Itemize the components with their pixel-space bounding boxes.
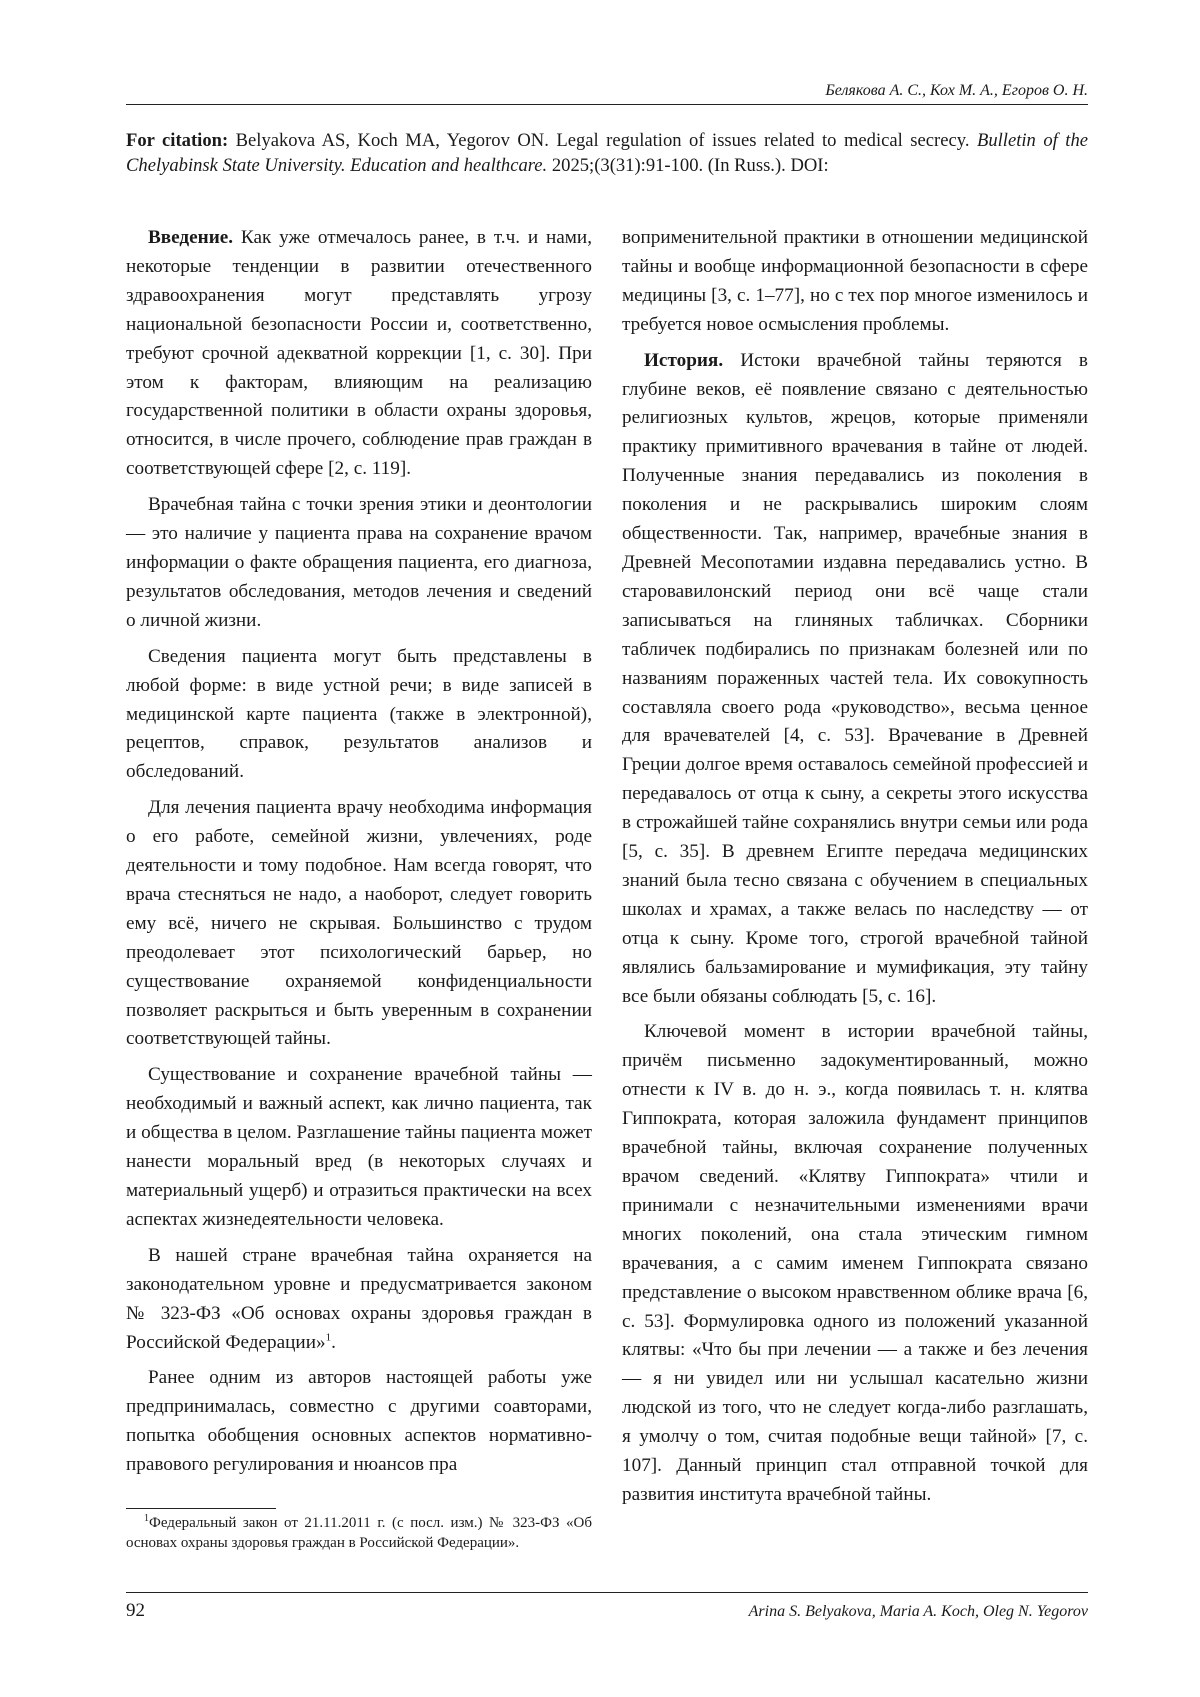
section-heading-history: История.: [644, 349, 724, 371]
footer-rule: [126, 1592, 1088, 1593]
citation-label: For citation:: [126, 130, 229, 151]
paragraph-text: Истоки врачебной тайны теряются в глубине веков, её появление связано с деятельностью религиозных культов, жрецов, которые применяли практику примитивного врачевания в тайне от людей. Полученные знания передавались из поколения в поколения и не раскрывались широким слоям общественности. Так, например, врачебные знания в Древней Месопотамии издавна передавались устно. В старовавилонский период они всё чаще стали записываться на глиняных табличках. Сборники табличек подбирались по признакам болезней или по названиям пораженных частей тела. Их совокупность составляла своего рода «руководство», весьма ценное для врачевателей [4, с. 53]. Врачевание в Древней Греции долгое время оставалось семейной профессией и передавалось от отца к сыну, а секреты этого искусства в строжайшей тайне сохранялись внутри семьи или рода [5, с. 35]. В древнем Египте передача медицинских знаний была тесно связана с обучением в специальных школах и храмах, а также велась по наследству — от отца к сыну. Кроме того, строгой врачебной тайной являлись бальзамирование и мумификация, эту тайну все были обязаны соблюдать [5, с. 16].: [622, 349, 1088, 1007]
paragraph: Врачебная тайна с точки зрения этики и деонтологии — это наличие у пациента права на сохранение врачом информации о факте обращения пациента, его диагноза, результатов обследования, методов лечения и сведений о личной жизни.: [126, 494, 592, 631]
page-number: 92: [126, 1600, 145, 1621]
paragraph-history: [622, 347, 1088, 1012]
paragraph: [126, 1242, 592, 1358]
citation-details: 2025;(3(31):91-100. (In Russ.). DOI:: [547, 155, 829, 176]
footnote-rule: [126, 1508, 276, 1509]
footnote-marker: 1: [144, 1513, 149, 1524]
paragraph: воприменительной практики в отношении медицинской тайны и вообще информационной безопасности в сфере медицины [3, с. 1–77], но с тех пор многое изменилось и требуется новое осмысления проблемы.: [622, 227, 1088, 335]
footer-authors: Arina S. Belyakova, Maria A. Koch, Oleg N. Yegorov: [748, 1603, 1088, 1620]
citation-authors-title: Belyakova AS, Koch MA, Yegorov ON. Legal regulation of issues related to medical secrecy.: [228, 130, 977, 151]
footnote: [126, 1513, 592, 1553]
paragraph-text: .: [331, 1331, 336, 1353]
right-column: [622, 224, 1088, 1517]
running-head: Белякова А. С., Кох М. А., Егоров О. Н.: [825, 82, 1088, 99]
paragraph: Ключевой момент в истории врачебной тайны, причём письменно задокументированный, можно отнести к IV в. до н. э., когда появилась т. н. клятва Гиппократа, которая заложила фундамент принципов врачебной тайны, включая сохранение полученных врачом сведений. «Клятву Гиппократа» чтили и принимали с незначительными изменениями врачи многих поколений, она стала этическим гимном врачевания, а с самим именем Гиппократа связано представление о высоком нравственном облике врача [6, с. 53]. Формулировка одного из положений указанной клятвы: «Что бы при лечении — а также и без лечения — я ни увидел или ни услышал касательно жизни людской из того, что не следует когда-либо разглашать, я умолчу о том, считая подобные вещи тайной» [7, с. 107]. Данный принцип стал отправной точкой для развития института врачебной тайны.: [622, 1021, 1088, 1505]
header-rule: [126, 104, 1088, 105]
citation-block: [126, 128, 1088, 178]
left-column: [126, 224, 592, 1487]
paragraph-introduction: [126, 224, 592, 484]
footnote-text: [126, 1513, 592, 1553]
paragraph: Сведения пациента могут быть представлены в любой форме: в виде устной речи; в виде записей в медицинской карте пациента (также в электронной), рецептов, справок, результатов анализов и обследований.: [126, 645, 592, 783]
section-heading-introduction: Введение.: [148, 227, 234, 248]
citation-journal: Bulletin of the Chelyabinsk State University. Education and healthcare.: [126, 130, 1088, 176]
paragraph: Для лечения пациента врачу необходима информация о его работе, семейной жизни, увлечениях, роде деятельности и тому подобное. Нам всегда говорят, что врача стесняться не надо, а наоборот, следует говорить ему всё, ничего не скрывая. Большинство с трудом преодолевает этот психологический барьер, но существование охраняемой конфиденциальности позволяет раскрыться и быть уверенным в сохранении соответствующей тайны.: [126, 797, 592, 1050]
footnote-ref: 1: [325, 1331, 332, 1344]
paragraph-text: Как уже отмечалось ранее, в т.ч. и нами, некоторые тенденции в развитии отечественного здравоохранения могут представлять угрозу национальной безопасности России и, соответственно, требуют срочной адекватной коррекции [1, с. 30]. При этом к факторам, влияющим на реализацию государственной политики в области охраны здоровья, относится, в числе прочего, соблюдение прав граждан в соответствующей сфере [2, с. 119].: [126, 227, 592, 480]
paragraph: Существование и сохранение врачебной тайны — необходимый и важный аспект, как лично пациента, так и общества в целом. Разглашение тайны пациента может нанести моральный вред (в некоторых случаях и материальный ущерб) и отразиться практически на всех аспектах жизнедеятельности человека.: [126, 1064, 592, 1230]
footnote-body: Федеральный закон от 21.11.2011 г. (с посл. изм.) № 323-ФЗ «Об основах охраны здоровья граждан в Российской Федерации».: [126, 1515, 592, 1551]
paragraph-text: В нашей стране врачебная тайна охраняется на законодательном уровне и предусматривается законом № 323-ФЗ «Об основах охраны здоровья граждан в Российской Федерации»: [126, 1244, 592, 1353]
paragraph: Ранее одним из авторов настоящей работы уже предпринималась, совместно с другими соавторами, попытка обобщения основных аспектов нормативно-правового регулирования и нюансов пра: [126, 1367, 592, 1476]
